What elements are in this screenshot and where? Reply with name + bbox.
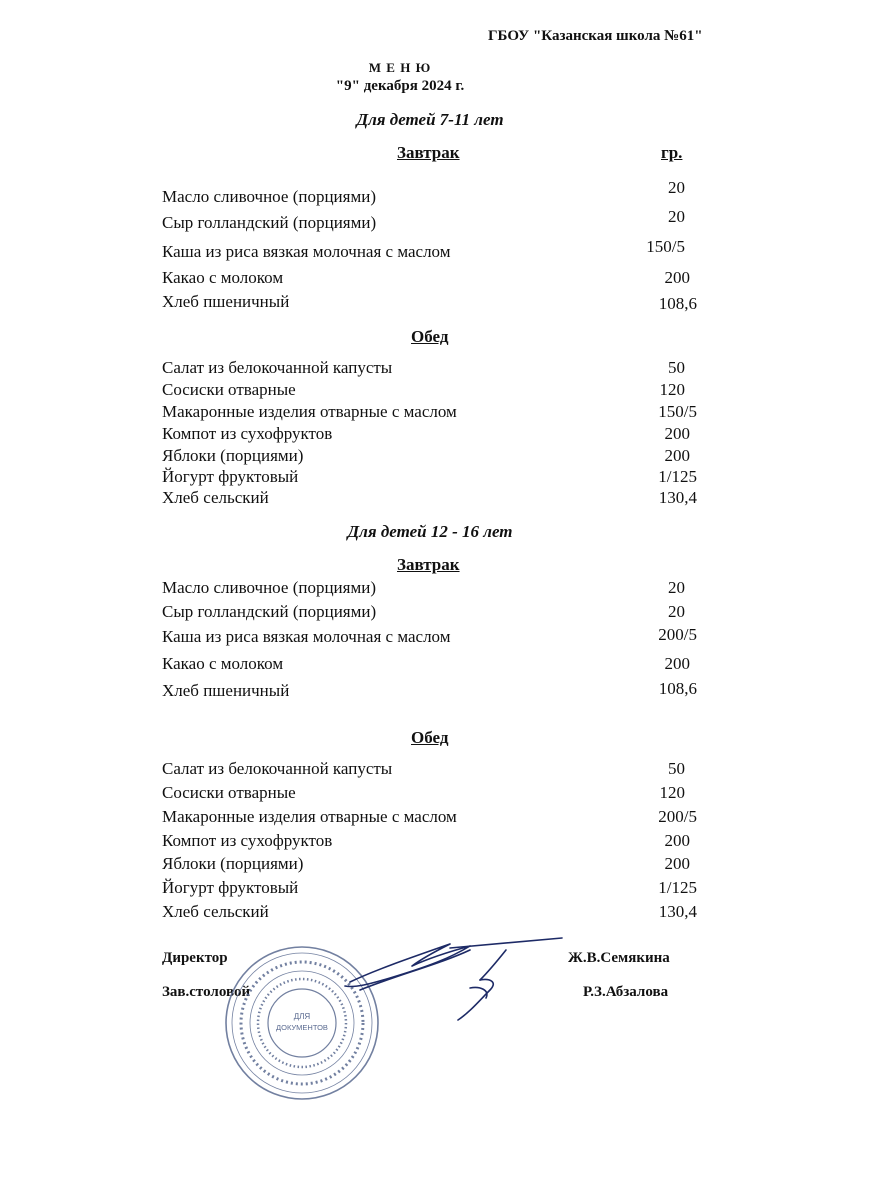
menu-item-qty: 150/5 xyxy=(658,402,697,421)
menu-item-qty: 200/5 xyxy=(658,625,697,644)
menu-item: Салат из белокочанной капусты xyxy=(162,358,393,377)
menu-item-qty: 50 xyxy=(668,759,685,778)
canteen-head-role: Зав.столовой xyxy=(162,984,251,1000)
menu-item: Компот из сухофруктов xyxy=(162,424,333,443)
menu-item-qty: 108,6 xyxy=(658,679,697,698)
menu-item: Сыр голландский (порциями) xyxy=(162,213,377,232)
breakfast-heading-1: Завтрак xyxy=(397,143,460,162)
menu-item-qty: 120 xyxy=(659,380,685,399)
menu-item-qty: 20 xyxy=(668,207,685,226)
menu-item: Яблоки (порциями) xyxy=(162,854,304,873)
organization-name: ГБОУ "Казанская школа №61" xyxy=(488,28,703,44)
menu-item-qty: 130,4 xyxy=(658,488,697,507)
menu-item: Сосиски отварные xyxy=(162,783,296,802)
menu-item-qty: 200 xyxy=(664,424,690,443)
menu-item: Йогурт фруктовый xyxy=(162,467,299,486)
stamp-text-line2: ДОКУМЕНТОВ xyxy=(276,1023,328,1032)
age-group-7-11: Для детей 7-11 лет xyxy=(356,110,504,129)
menu-item: Компот из сухофруктов xyxy=(162,831,333,850)
lunch-heading-2: Обед xyxy=(411,728,449,747)
menu-item-qty: 120 xyxy=(659,783,685,802)
director-role: Директор xyxy=(162,950,228,966)
menu-item-qty: 50 xyxy=(668,358,685,377)
menu-item: Какао с молоком xyxy=(162,268,284,287)
age-group-12-16: Для детей 12 - 16 лет xyxy=(347,522,513,541)
menu-item: Салат из белокочанной капусты xyxy=(162,759,393,778)
menu-item: Сыр голландский (порциями) xyxy=(162,602,377,621)
handwritten-signature xyxy=(330,930,580,1030)
menu-item-qty: 20 xyxy=(668,178,685,197)
menu-date: "9" декабря 2024 г. xyxy=(335,78,465,94)
menu-item-qty: 20 xyxy=(668,602,685,621)
menu-item: Хлеб сельский xyxy=(162,488,269,507)
menu-title: М Е Н Ю xyxy=(368,60,432,75)
menu-item-qty: 200 xyxy=(664,854,690,873)
menu-item: Макаронные изделия отварные с маслом xyxy=(162,807,457,826)
canteen-head-name: Р.З.Абзалова xyxy=(583,984,669,1000)
menu-item-qty: 130,4 xyxy=(658,902,697,921)
menu-item: Макаронные изделия отварные с маслом xyxy=(162,402,457,421)
menu-item: Яблоки (порциями) xyxy=(162,446,304,465)
menu-item-qty: 20 xyxy=(668,578,685,597)
menu-item: Масло сливочное (порциями) xyxy=(162,578,376,597)
menu-item-qty: 200 xyxy=(664,268,690,287)
menu-item-qty: 200 xyxy=(664,446,690,465)
unit-heading: гр. xyxy=(661,143,683,162)
stamp-text-line1: ДЛЯ xyxy=(293,1012,311,1021)
menu-item-qty: 200 xyxy=(664,831,690,850)
menu-item-qty: 200 xyxy=(664,654,690,673)
menu-item: Каша из риса вязкая молочная с маслом xyxy=(162,242,451,261)
menu-item-qty: 1/125 xyxy=(658,467,697,486)
menu-item-qty: 200/5 xyxy=(658,807,697,826)
menu-item: Масло сливочное (порциями) xyxy=(162,187,376,206)
director-name: Ж.В.Семякина xyxy=(568,950,670,966)
menu-item-qty: 150/5 xyxy=(646,237,685,256)
menu-item: Хлеб сельский xyxy=(162,902,269,921)
menu-item: Сосиски отварные xyxy=(162,380,296,399)
menu-item: Йогурт фруктовый xyxy=(162,878,299,897)
menu-item: Какао с молоком xyxy=(162,654,284,673)
menu-item: Каша из риса вязкая молочная с маслом xyxy=(162,627,451,646)
menu-item-qty: 108,6 xyxy=(658,294,697,313)
breakfast-heading-2: Завтрак xyxy=(397,555,460,574)
lunch-heading-1: Обед xyxy=(411,327,449,346)
menu-item: Хлеб пшеничный xyxy=(162,292,290,311)
menu-item: Хлеб пшеничный xyxy=(162,681,290,700)
menu-item-qty: 1/125 xyxy=(658,878,697,897)
